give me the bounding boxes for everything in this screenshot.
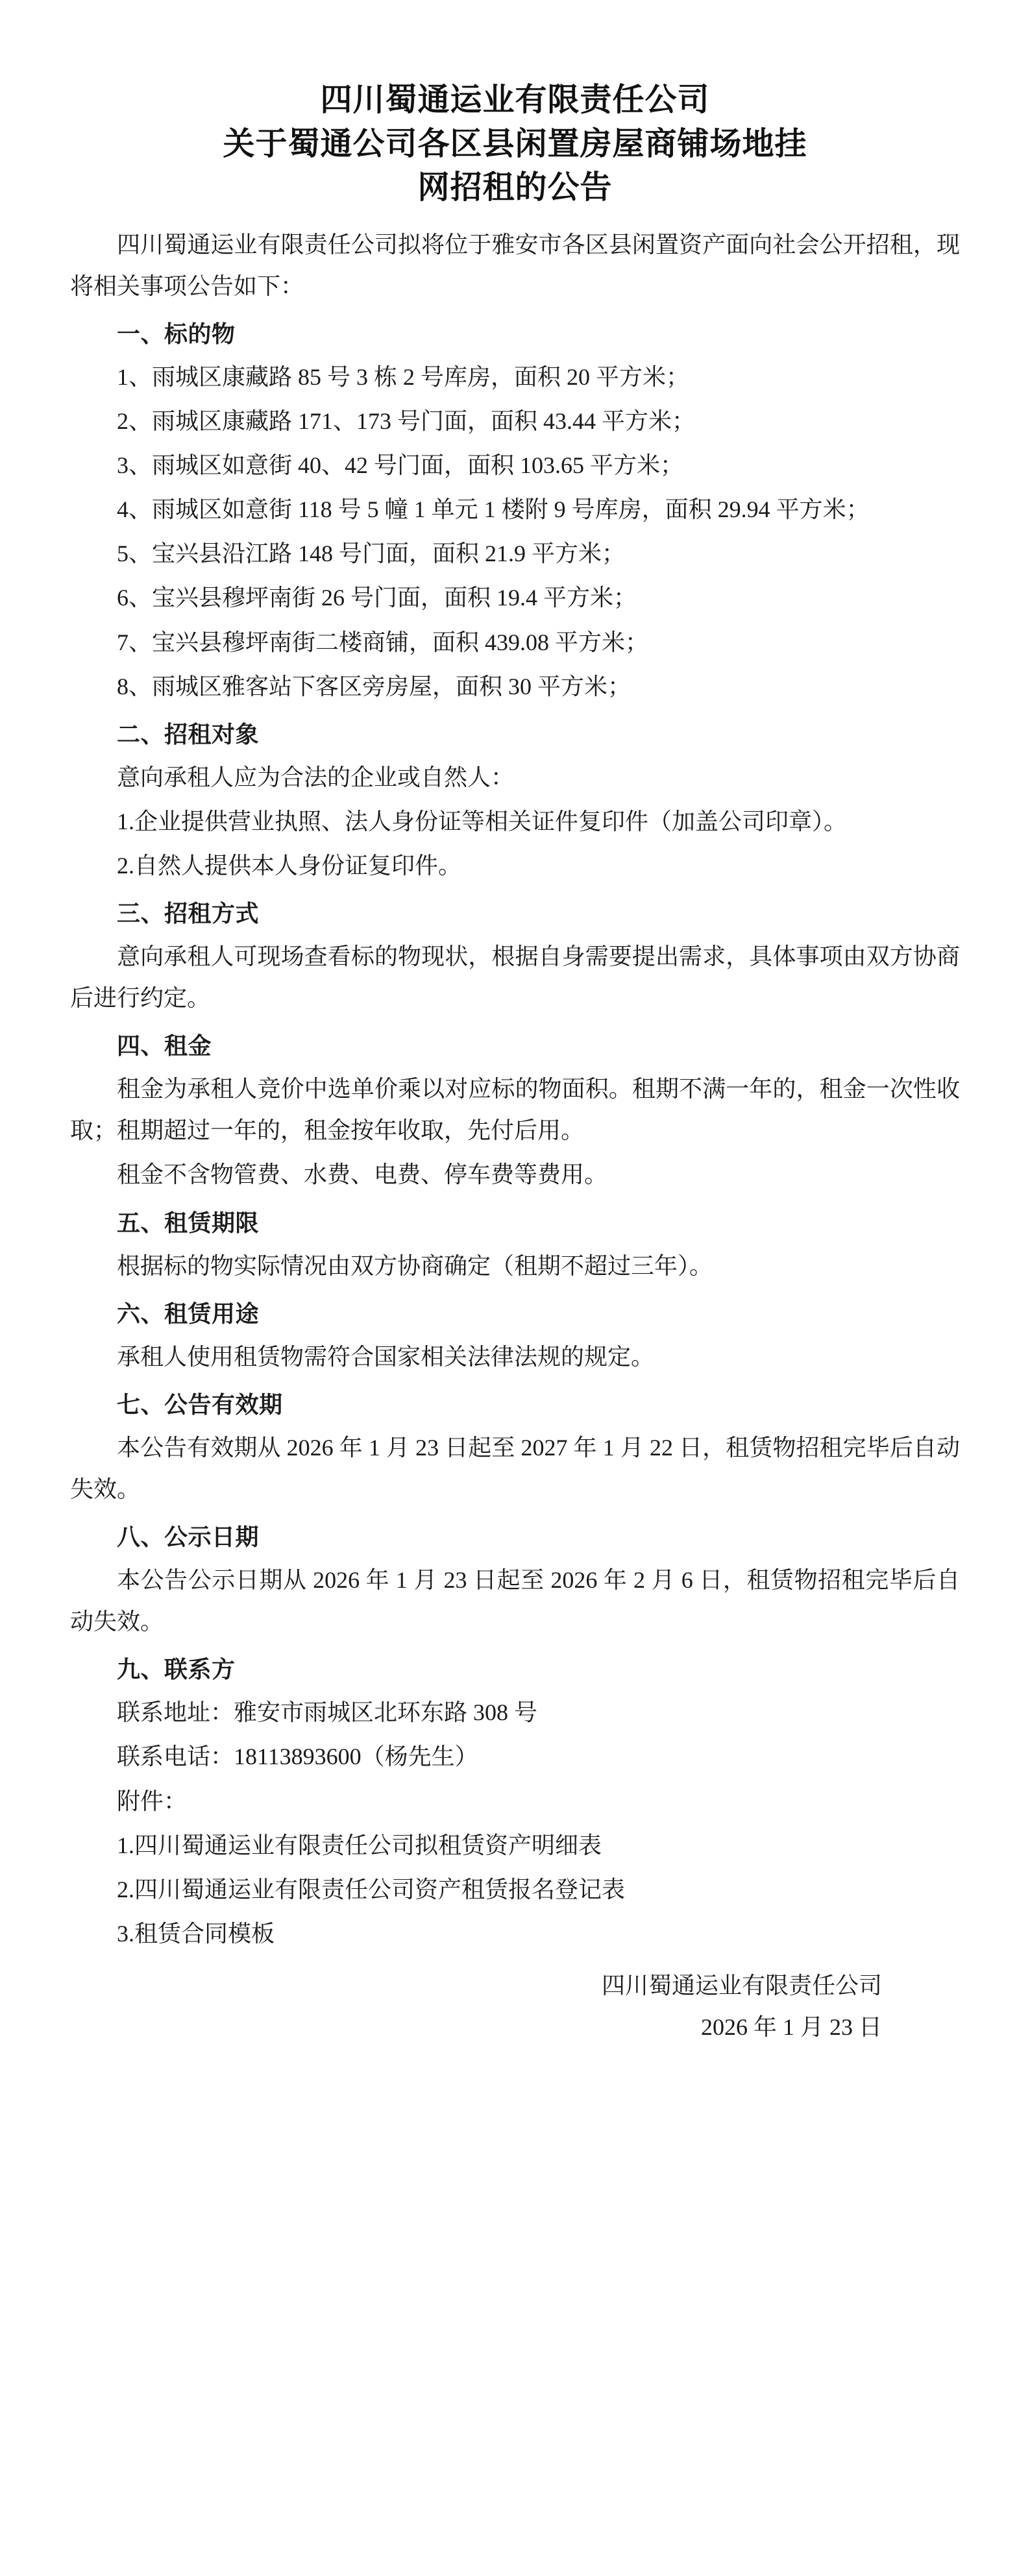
section-heading-8: 八、公示日期 bbox=[117, 1524, 260, 1551]
section-1-item-6: 6、宝兴县穆坪南街 26 号门面，面积 19.4 平方米； bbox=[117, 585, 637, 611]
section-heading-3: 三、招租方式 bbox=[117, 901, 260, 927]
signature-date: 2026 年 1 月 23 日 bbox=[700, 2013, 882, 2040]
section-heading-5: 五、租赁期限 bbox=[117, 1209, 260, 1236]
title-line-1: 四川蜀通运业有限责任公司 bbox=[320, 82, 710, 117]
document-body bbox=[70, 224, 960, 1954]
section-1-item-7: 7、宝兴县穆坪南街二楼商铺，面积 439.08 平方米； bbox=[117, 629, 649, 655]
attachments-label: 附件： bbox=[117, 1788, 188, 1814]
section-heading-9: 九、联系方 bbox=[117, 1657, 236, 1683]
section-1-item-2: 2、雨城区康藏路 171、173 号门面，面积 43.44 平方米； bbox=[117, 408, 696, 435]
contact-phone: 联系电话：18113893600（杨先生） bbox=[117, 1744, 478, 1770]
section-1-item-4: 4、雨城区如意街 118 号 5 幢 1 单元 1 楼附 9 号库房，面积 29.94 平方米； bbox=[117, 496, 870, 523]
signature-block bbox=[70, 1965, 960, 2048]
section-1-item-8: 8、雨城区雅客站下客区旁房屋，面积 30 平方米； bbox=[117, 673, 631, 699]
section-heading-4: 四、租金 bbox=[117, 1033, 212, 1060]
attachment-item-2: 2.四川蜀通运业有限责任公司资产租赁报名登记表 bbox=[117, 1876, 626, 1902]
section-heading-7: 七、公告有效期 bbox=[117, 1391, 283, 1418]
section-5-para-1: 根据标的物实际情况由双方协商确定（租期不超过三年）。 bbox=[117, 1252, 713, 1279]
section-2-para-1: 意向承租人应为合法的企业或自然人： bbox=[117, 764, 515, 790]
section-heading-2: 二、招租对象 bbox=[117, 721, 260, 747]
section-8-para-1: 本公告公示日期从 2026 年 1 月 23 日起至 2026 年 2 月 6 日，租赁物招租完毕后自动失效。 bbox=[70, 1567, 960, 1635]
contact-address: 联系地址：雅安市雨城区北环东路 308 号 bbox=[117, 1699, 538, 1726]
section-heading-6: 六、租赁用途 bbox=[117, 1300, 260, 1327]
section-4-para-2: 租金不含物管费、水费、电费、停车费等费用。 bbox=[117, 1161, 608, 1188]
section-1-item-5: 5、宝兴县沿江路 148 号门面，面积 21.9 平方米； bbox=[117, 541, 626, 567]
section-heading-1: 一、标的物 bbox=[117, 321, 236, 347]
section-7-para-1: 本公告有效期从 2026 年 1 月 23 日起至 2027 年 1 月 22 日，租赁物招租完毕后自动失效。 bbox=[70, 1434, 960, 1503]
title-line-3: 网招租的公告 bbox=[417, 169, 613, 206]
section-2-para-3: 2.自然人提供本人身份证复印件。 bbox=[117, 852, 462, 879]
section-4-para-1: 租金为承租人竞价中选单价乘以对应标的物面积。租期不满一年的，租金一次性收取；租期超过一年的，租金按年收取，先付后用。 bbox=[70, 1076, 960, 1144]
attachment-item-1: 1.四川蜀通运业有限责任公司拟租赁资产明细表 bbox=[117, 1832, 602, 1858]
section-1-item-3: 3、雨城区如意街 40、42 号门面，面积 103.65 平方米； bbox=[117, 452, 684, 479]
signature-company: 四川蜀通运业有限责任公司 bbox=[601, 1972, 882, 1999]
title-line-2: 关于蜀通公司各区县闲置房屋商铺场地挂 bbox=[223, 125, 807, 162]
intro-paragraph: 四川蜀通运业有限责任公司拟将位于雅安市各区县闲置资产面向社会公开招租，现将相关事项公告如下： bbox=[70, 231, 960, 299]
page-title bbox=[70, 78, 960, 210]
section-3-para-1: 意向承租人可现场查看标的物现状，根据自身需要提出需求，具体事项由双方协商后进行约定。 bbox=[70, 943, 960, 1012]
section-1-item-1: 1、雨城区康藏路 85 号 3 栋 2 号库房，面积 20 平方米； bbox=[117, 364, 690, 391]
section-2-para-2: 1.企业提供营业执照、法人身份证等相关证件复印件（加盖公司印章）。 bbox=[117, 808, 848, 834]
attachment-item-3: 3.租赁合同模板 bbox=[117, 1920, 275, 1947]
section-6-para-1: 承租人使用租赁物需符合国家相关法律法规的规定。 bbox=[117, 1343, 655, 1370]
